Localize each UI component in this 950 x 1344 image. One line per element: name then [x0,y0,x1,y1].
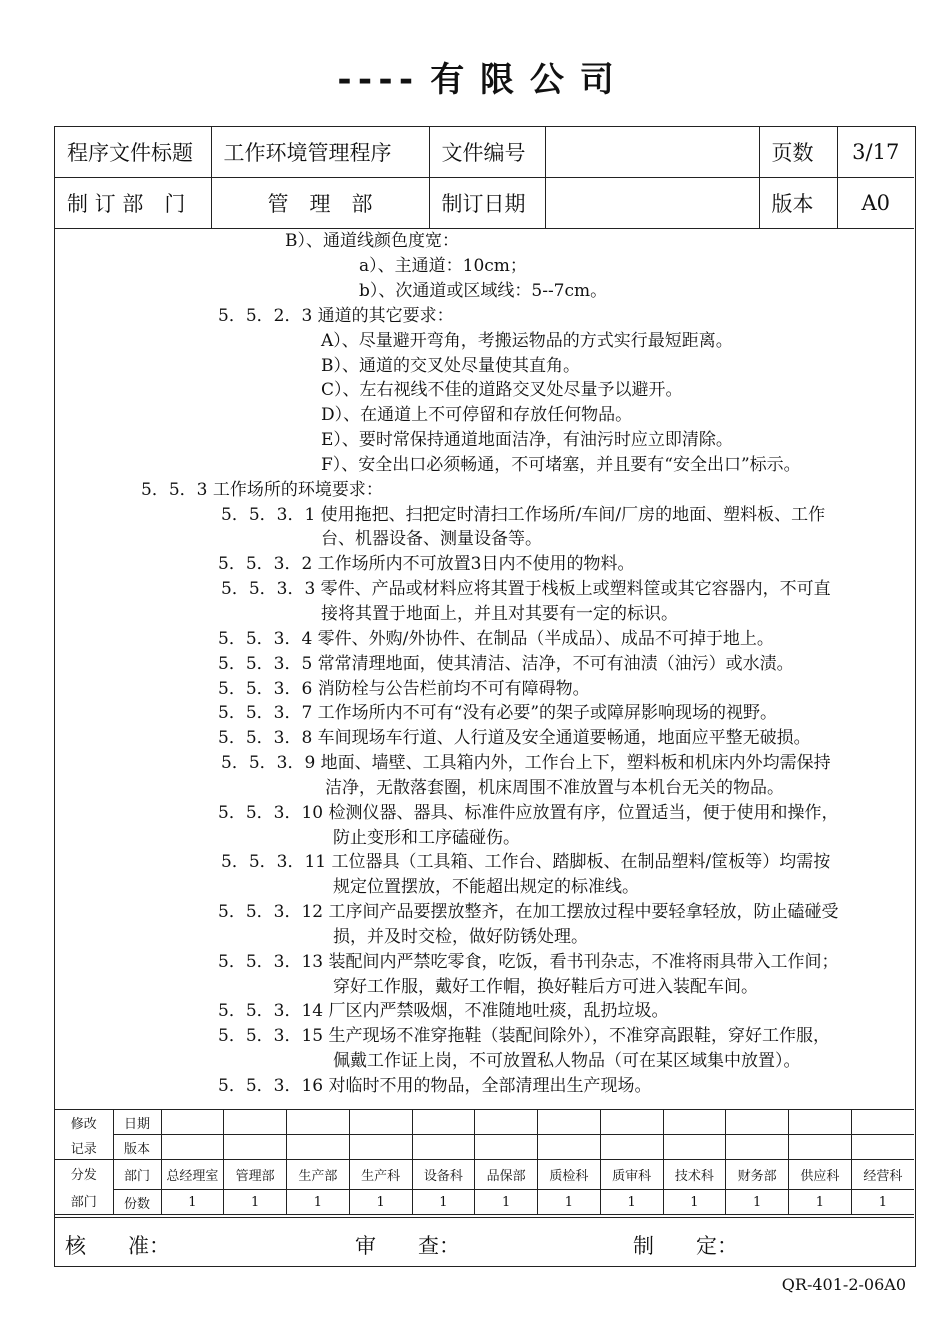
document-frame [54,126,916,1267]
revision-row-version [55,1135,914,1160]
content-line: 5．5．3．10 检测仪器、器具、标准件应放置有序，位置适当，便于使用和操作， [218,803,839,823]
content-line: 5．5．3．11 工位器具（工具箱、工作台、踏脚板、在制品塑料/筐板等）均需按 [221,852,831,872]
content-line: 5．5．3 工作场所的环境要求： [141,480,383,500]
dept-cell: 管理部 [224,1160,287,1190]
doc-title: 工作环境管理程序 [211,127,429,178]
company-name: 有 限 公 司 [430,60,616,100]
page-number: 3/17 [837,127,914,178]
content-line: 5．5．3．12 工序间产品要摆放整齐，在加工摆放过程中要轻拿轻放，防止磕碰受 [218,902,839,922]
content-line: 损，并及时交检，做好防锈处理。 [333,927,588,947]
copies-cell: 1 [287,1190,350,1215]
copies-cell: 1 [412,1190,475,1215]
distribution-row-dept [55,1160,914,1190]
dept-value: 管 理 部 [211,178,429,229]
label-doc-title: 程序文件标题 [55,127,211,178]
copies-cell: 1 [726,1190,789,1215]
label-doc-number: 文件编号 [429,127,545,178]
dept-cell: 经营科 [851,1160,914,1190]
copies-cell: 1 [663,1190,726,1215]
dept-cell: 质审科 [600,1160,663,1190]
content-line: 5．5．3．1 使用拖把、扫把定时清扫工作场所/车间/厂房的地面、塑料板、工作 [221,505,826,525]
content-line: 洁净，无散落套圈，机床周围不准放置与本机台无关的物品。 [325,778,784,798]
dept-cell: 技术科 [663,1160,726,1190]
copies-cell: 1 [224,1190,287,1215]
copies-cell: 1 [789,1190,852,1215]
copies-cell: 1 [475,1190,538,1215]
distribution-label: 分发 部门 [55,1160,113,1215]
content-line: 台、机器设备、测量设备等。 [321,529,542,549]
content-line: 5．5．3．4 零件、外购/外协件、在制品（半成品）、成品不可掉于地上。 [218,629,774,649]
prepare-label: 制 定： [633,1234,738,1258]
copies-cell: 1 [538,1190,601,1215]
header-row-1 [55,127,914,178]
approve-label: 核 准： [65,1234,170,1258]
content-line: 5．5．3．3 零件、产品或材料应将其置于栈板上或塑料筐或其它容器内，不可直 [221,579,831,599]
dept-cell: 财务部 [726,1160,789,1190]
content-line: E）、要时常保持通道地面洁净，有油污时应立即清除。 [321,430,733,450]
row-label-version: 版本 [113,1135,161,1160]
label-dept: 制 订 部 门 [55,178,211,229]
content-line: 5．5．3．15 生产现场不准穿拖鞋（装配间除外），不准穿高跟鞋，穿好工作服， [218,1026,830,1046]
dept-cell: 总经理室 [161,1160,224,1190]
dept-cell: 供应科 [789,1160,852,1190]
content-line: 5．5．3．7 工作场所内不可有“没有必要”的架子或障屏影响现场的视野。 [218,703,778,723]
row-label-copies: 份数 [113,1190,161,1215]
content-body [55,229,914,1109]
content-line: 5．5．3．2 工作场所内不可放置3日内不使用的物料。 [218,554,635,574]
content-line: 防止变形和工序磕碰伤。 [333,828,520,848]
review-label: 审 查： [355,1234,460,1258]
copies-cell: 1 [851,1190,914,1215]
content-line: 穿好工作服，戴好工作帽，换好鞋后方可进入装配车间。 [333,977,758,997]
content-line: 5．5．3．5 常常清理地面，使其清洁、洁净，不可有油渍（油污）或水渍。 [218,654,794,674]
content-line: 5．5．3．13 装配间内严禁吃零食，吃饭，看书刊杂志，不准将雨具带入工作间； [218,952,839,972]
company-dashes: ---- [334,60,417,100]
signature-row [55,1217,914,1268]
header-row-2 [55,178,914,229]
dept-cell: 生产部 [287,1160,350,1190]
revision-table [55,1109,914,1215]
content-line: 5．5．3．8 车间现场车行道、人行道及安全通道要畅通，地面应平整无破损。 [218,728,811,748]
dept-cell: 设备科 [412,1160,475,1190]
content-line: 5．5．3．14 厂区内严禁吸烟，不准随地吐痰，乱扔垃圾。 [218,1001,669,1021]
content-line: 5．5．3．9 地面、墙壁、工具箱内外，工作台上下，塑料板和机床内外均需保持 [221,753,831,773]
dept-cell: 质检科 [538,1160,601,1190]
content-line: 5．5．2．3 通道的其它要求： [218,306,454,326]
copies-cell: 1 [600,1190,663,1215]
row-label-date: 日期 [113,1110,161,1135]
label-version: 版本 [759,178,837,229]
distribution-row-copies [55,1190,914,1215]
content-line: b）、次通道或区域线：5--7cm。 [359,281,608,301]
dept-cell: 生产科 [349,1160,412,1190]
content-line: B）、通道线颜色度宽： [285,231,459,251]
revision-row-date [55,1110,914,1135]
header-table [55,127,914,229]
doc-number [545,127,759,178]
content-line: 接将其置于地面上，并且对其要有一定的标识。 [321,604,678,624]
content-line: 规定位置摆放，不能超出规定的标准线。 [333,877,639,897]
content-line: 5．5．3．16 对临时不用的物品，全部清理出生产现场。 [218,1076,652,1096]
date-value [545,178,759,229]
content-line: D）、在通道上不可停留和存放任何物品。 [321,405,633,425]
content-line: B）、通道的交叉处尽量使其直角。 [321,356,580,376]
content-line: 5．5．3．6 消防栓与公告栏前均不可有障碍物。 [218,679,590,699]
content-line: a）、主通道：10cm； [359,256,527,276]
company-title [0,52,950,101]
content-line: A）、尽量避开弯角，考搬运物品的方式实行最短距离。 [321,331,733,351]
content-line: 佩戴工作证上岗，不可放置私人物品（可在某区域集中放置）。 [333,1051,801,1071]
label-pages: 页数 [759,127,837,178]
content-line: C）、左右视线不佳的道路交叉处尽量予以避开。 [321,380,683,400]
row-label-dept: 部门 [113,1160,161,1190]
dept-cell: 品保部 [475,1160,538,1190]
revision-record-label: 修改 记录 [55,1110,113,1160]
version-value: A0 [837,178,914,229]
content-line: F）、安全出口必须畅通，不可堵塞，并且要有“安全出口”标示。 [321,455,801,475]
label-date: 制订日期 [429,178,545,229]
copies-cell: 1 [161,1190,224,1215]
form-code: QR-401-2-06A0 [781,1275,906,1294]
copies-cell: 1 [349,1190,412,1215]
